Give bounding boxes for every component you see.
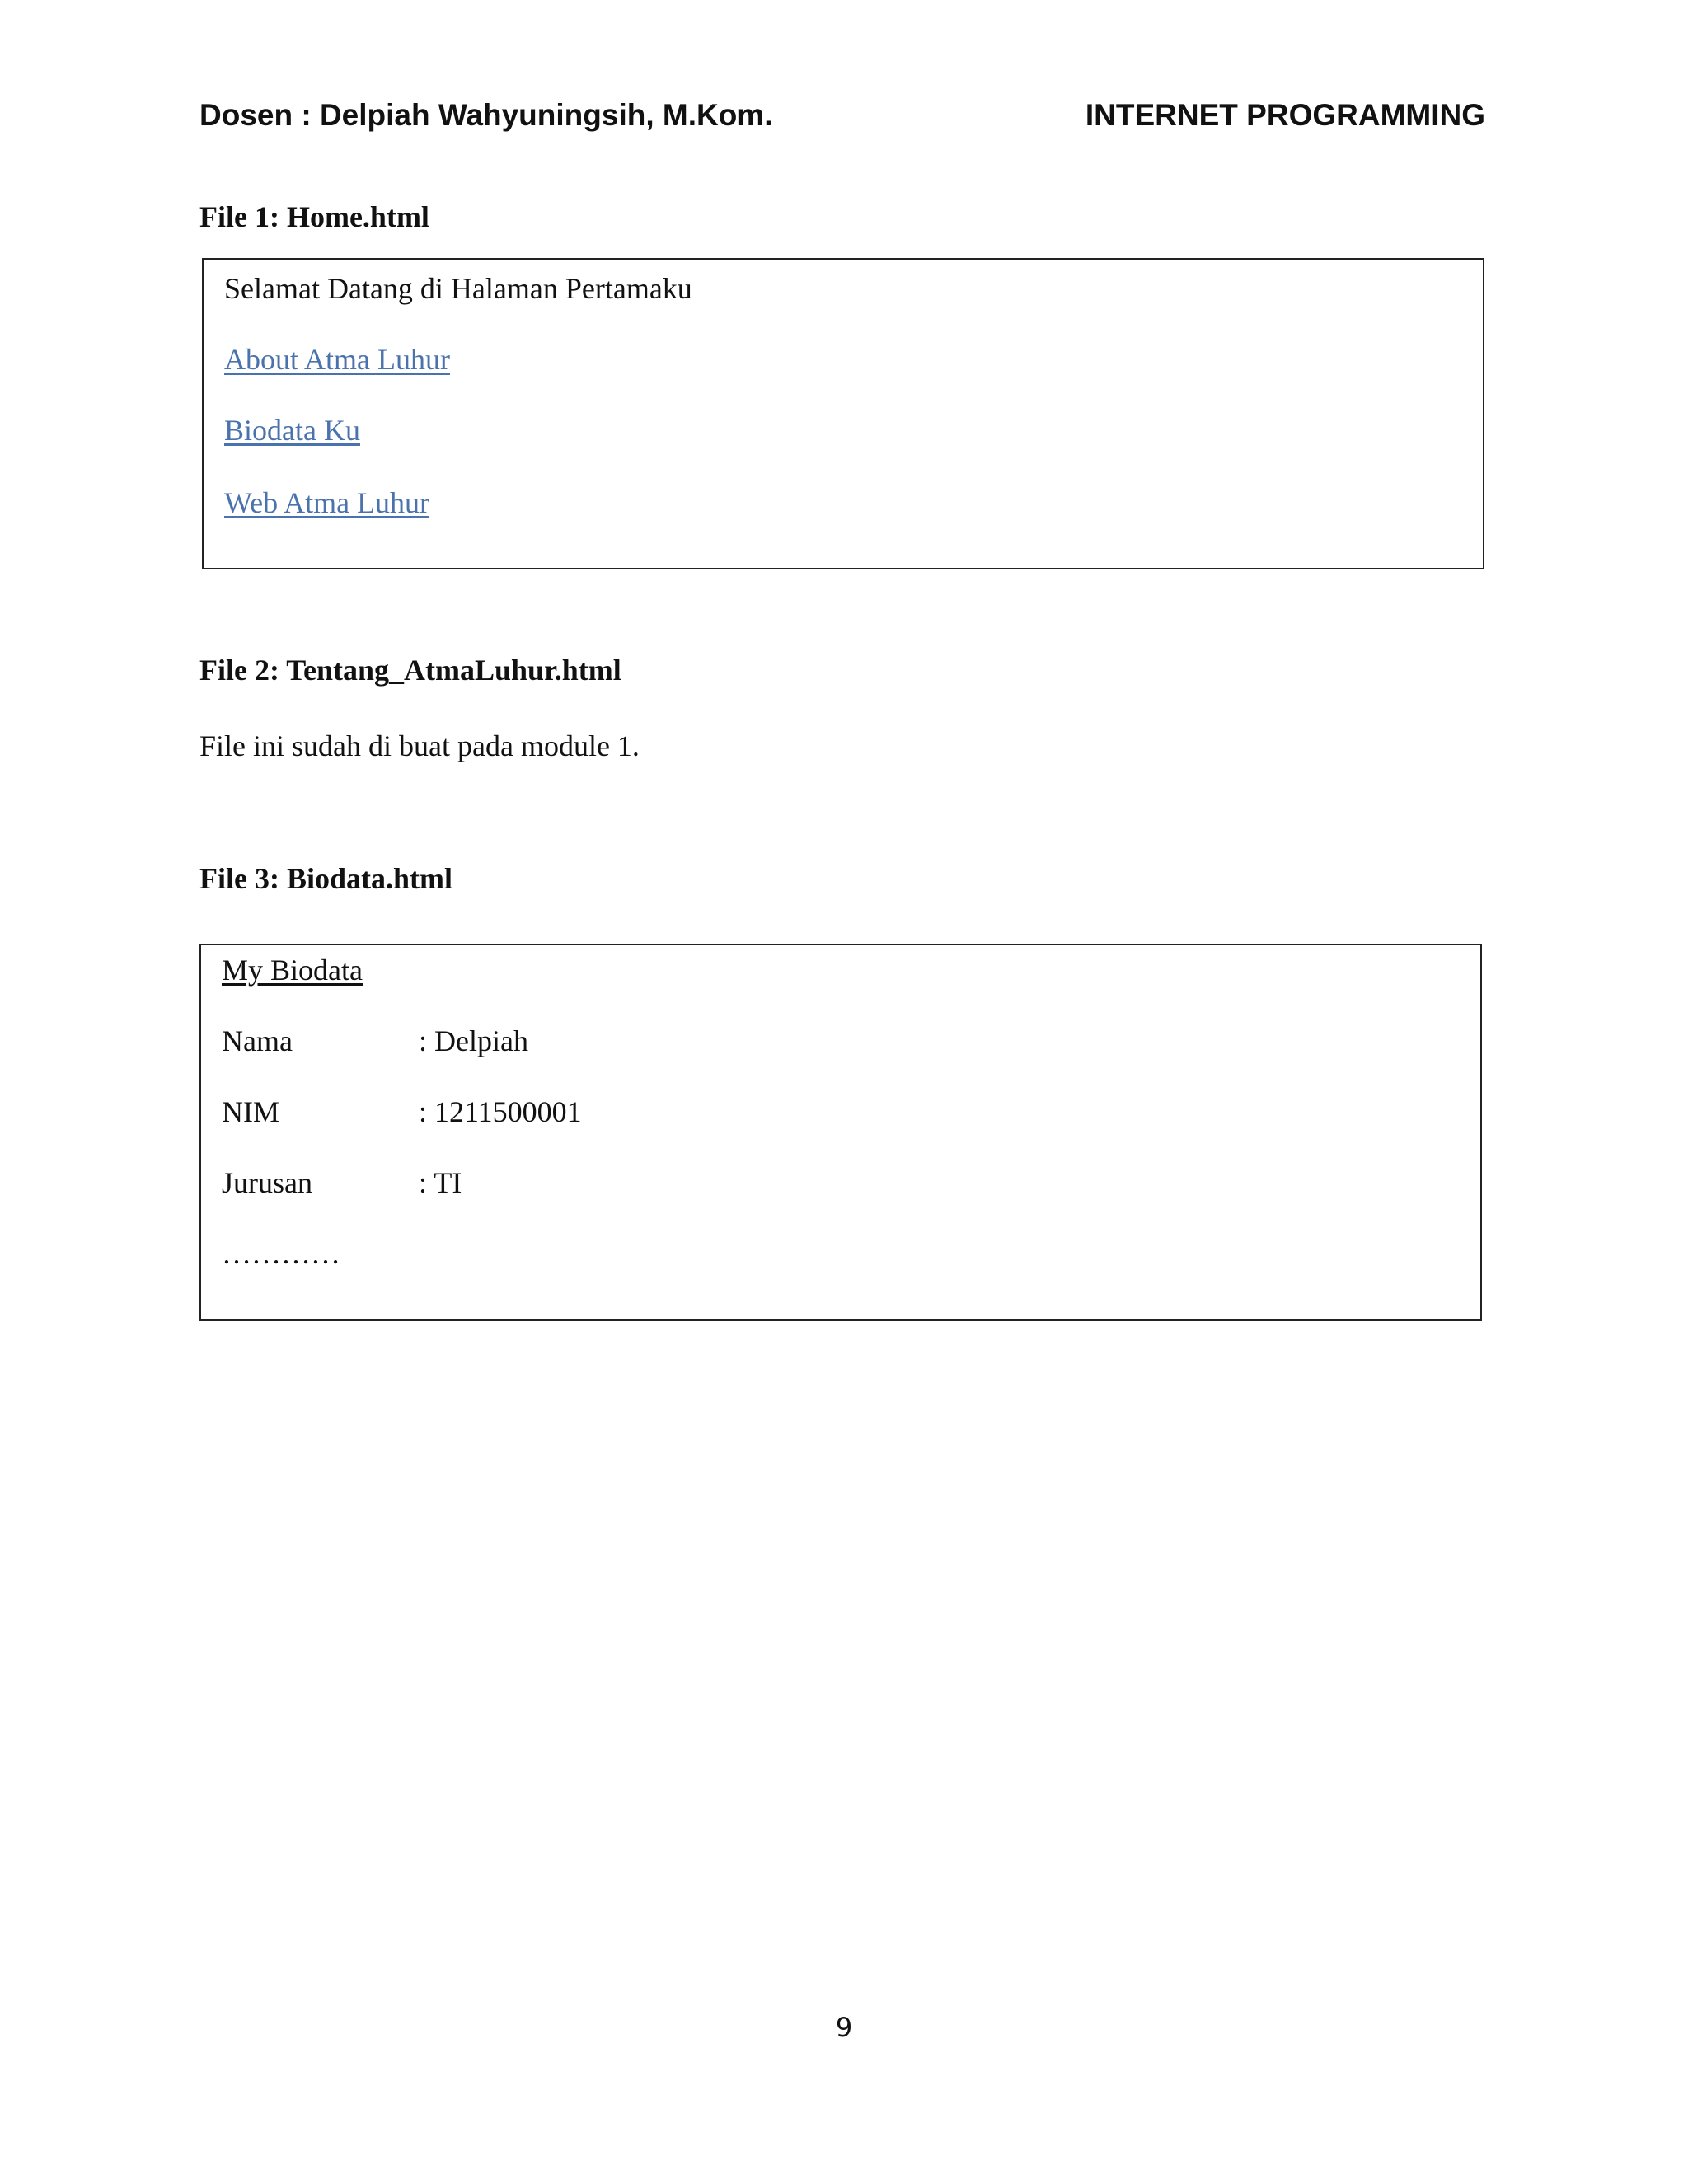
biodata-title: My Biodata: [222, 954, 363, 987]
file3-heading: File 3: Biodata.html: [199, 862, 452, 895]
file2-heading: File 2: Tentang_AtmaLuhur.html: [199, 654, 621, 687]
link-about-atma-luhur[interactable]: About Atma Luhur: [224, 343, 450, 376]
file1-heading: File 1: Home.html: [199, 200, 429, 233]
biodata-html-preview-box: [199, 944, 1482, 1321]
field-label-jurusan: Jurusan: [222, 1166, 312, 1199]
welcome-text: Selamat Datang di Halaman Pertamaku: [224, 272, 692, 305]
home-html-preview-box: [202, 258, 1484, 569]
field-label-nim: NIM: [222, 1095, 279, 1128]
field-value-nim: : 1211500001: [419, 1095, 582, 1128]
page-number: 9: [835, 2012, 853, 2043]
field-value-jurusan: : TI: [419, 1166, 462, 1199]
field-label-nama: Nama: [222, 1024, 293, 1057]
biodata-ellipsis: …………: [222, 1237, 340, 1270]
link-web-atma-luhur[interactable]: Web Atma Luhur: [224, 486, 430, 519]
link-biodata-ku[interactable]: Biodata Ku: [224, 414, 360, 447]
header-course-title: INTERNET PROGRAMMING: [1085, 98, 1485, 132]
field-value-nama: : Delpiah: [419, 1024, 528, 1057]
file2-description: File ini sudah di buat pada module 1.: [199, 729, 640, 762]
header-lecturer: Dosen : Delpiah Wahyuningsih, M.Kom.: [199, 98, 773, 132]
